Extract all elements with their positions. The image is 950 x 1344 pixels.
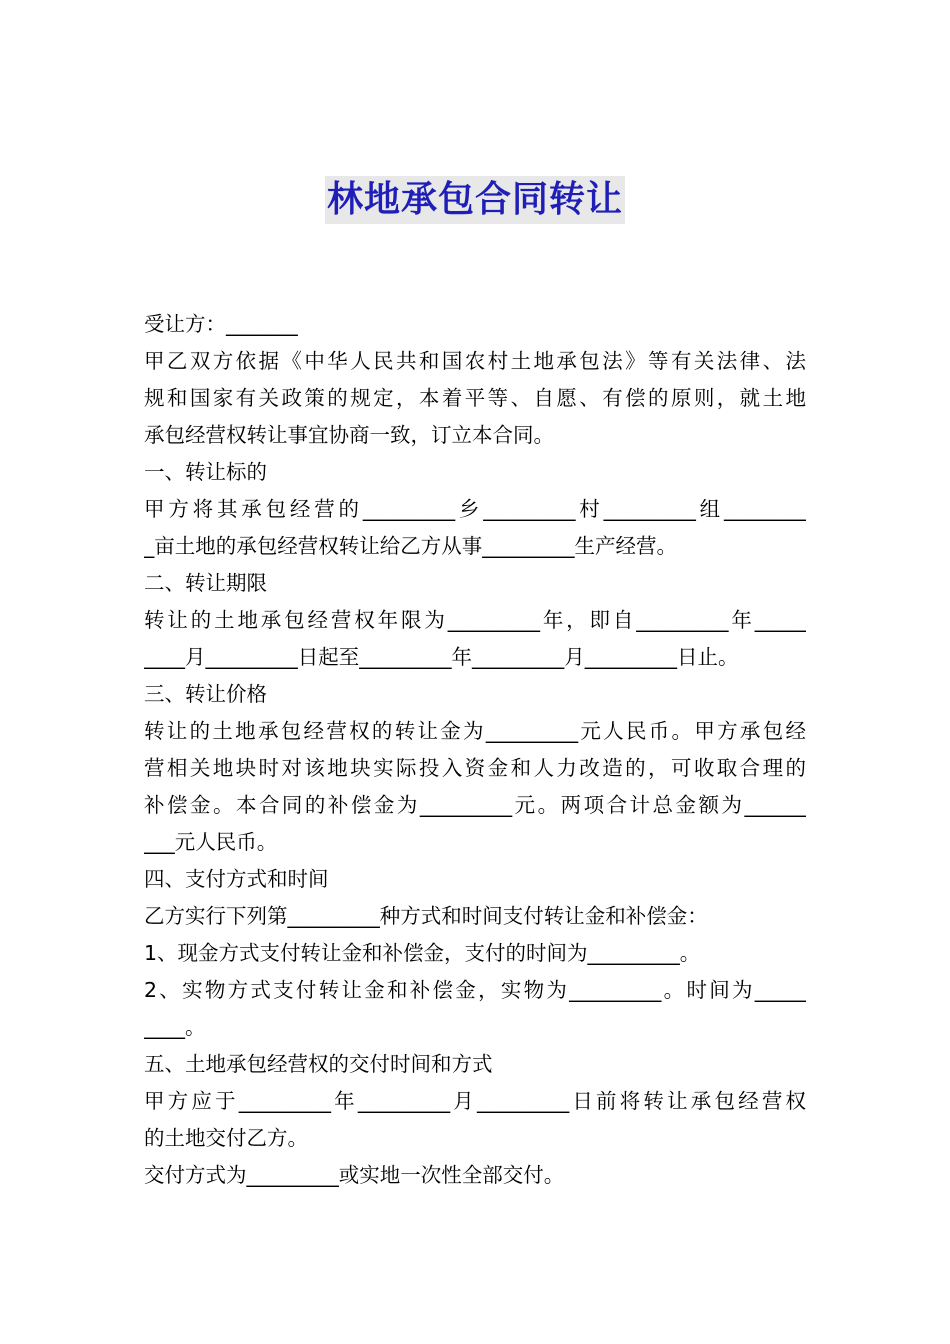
term-line-2: ____月_________日起至_________年_________月_________日止。 [144,645,739,669]
term-line-1: 转让的土地承包经营权年限为_________年，即自_________年_____ [144,608,806,632]
subject-line-1: 甲方将其承包经营的_________乡_________村_________组________ [144,497,806,521]
preamble-line-1: 甲乙双方依据《中华人民共和国农村土地承包法》等有关法律、法 [144,349,806,373]
subject-line-2: _亩土地的承包经营权转让给乙方从事_________生产经营。 [144,534,677,558]
price-line-3: 补偿金。本合同的补偿金为_________元。两项合计总金额为______ [144,793,806,817]
price-line-4: ___元人民币。 [144,830,278,854]
section-heading-price: 三、转让价格 [144,682,267,706]
section-heading-subject: 一、转让标的 [144,460,267,484]
preamble-line-3: 承包经营权转让事宜协商一致，订立本合同。 [144,423,554,447]
payment-line-1: 乙方实行下列第_________种方式和时间支付转让金和补偿金： [144,904,708,928]
section-heading-payment: 四、支付方式和时间 [144,867,329,891]
title-container [0,176,950,224]
payment-option-goods-2: ____。 [144,1015,206,1039]
delivery-line-2: 的土地交付乙方。 [144,1126,308,1150]
assignee-line: 受让方：_______ [144,312,298,336]
document-body [144,306,806,1194]
price-line-1: 转让的土地承包经营权的转让金为_________元人民币。甲方承包经 [144,719,806,743]
payment-option-goods-1: 2、实物方式支付转让金和补偿金，实物为_________。时间为_____ [144,978,806,1002]
document-title: 林地承包合同转让 [325,176,625,224]
price-line-2: 营相关地块时对该地块实际投入资金和人力改造的，可收取合理的 [144,756,806,780]
delivery-line-3: 交付方式为_________或实地一次性全部交付。 [144,1163,565,1187]
delivery-line-1: 甲方应于_________年_________月_________日前将转让承包经营权 [144,1089,806,1113]
preamble-line-2: 规和国家有关政策的规定，本着平等、自愿、有偿的原则，就土地 [144,386,806,410]
section-heading-term: 二、转让期限 [144,571,267,595]
section-heading-delivery: 五、土地承包经营权的交付时间和方式 [144,1052,493,1076]
payment-option-cash: 1、现金方式支付转让金和补偿金，支付的时间为_________。 [144,941,701,965]
